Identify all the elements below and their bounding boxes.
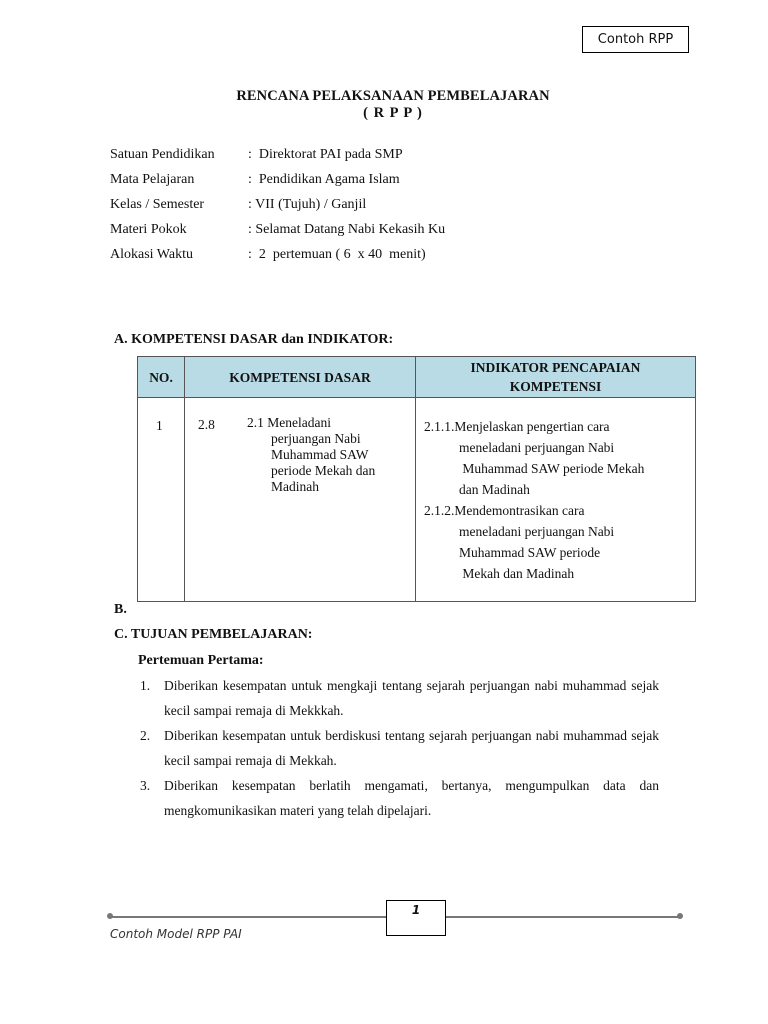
document-title: RENCANA PELAKSANAAN PEMBELAJARAN xyxy=(236,88,550,104)
kd-rest: perjuangan Nabi Muhammad SAW periode Mekah dan Madinah xyxy=(271,431,376,494)
document-subtitle: ( R P P ) xyxy=(363,105,423,121)
kd-first: 2.1 Meneladani xyxy=(247,415,331,430)
meta-value: : 2 pertemuan ( 6 x 40 menit) xyxy=(248,247,426,262)
meta-label: Mata Pelajaran xyxy=(110,172,195,187)
indicator-1-line: meneladani perjuangan Nabi xyxy=(459,440,615,455)
indicator-2-line: Mekah dan Madinah xyxy=(459,566,575,581)
competency-table xyxy=(137,356,696,602)
section-a-heading: A. KOMPETENSI DASAR dan INDIKATOR: xyxy=(114,332,394,347)
indicator-1-line: dan Madinah xyxy=(459,482,530,497)
header-kd: KOMPETENSI DASAR xyxy=(185,357,416,398)
meta-label: Alokasi Waktu xyxy=(110,247,193,262)
footer-caption: Contoh Model RPP PAI xyxy=(110,927,242,941)
meta-value: : Pendidikan Agama Islam xyxy=(248,172,400,187)
indicator-2-line: meneladani perjuangan Nabi xyxy=(459,524,615,539)
section-b-heading: B. xyxy=(114,602,127,617)
table-row xyxy=(138,398,696,602)
document-tag: Contoh RPP xyxy=(582,26,689,53)
meeting-subtitle: Pertemuan Pertama: xyxy=(138,653,264,668)
header-indicator: INDIKATOR PENCAPAIAN KOMPETENSI xyxy=(416,357,696,398)
indicator-1: 2.1.1.Menjelaskan pengertian cara xyxy=(424,419,610,434)
meta-label: Kelas / Semester xyxy=(110,197,205,212)
meta-label: Materi Pokok xyxy=(110,222,187,237)
meta-label: Satuan Pendidikan xyxy=(110,147,215,162)
indicator-2: 2.1.2.Mendemontrasikan cara xyxy=(424,503,585,518)
section-c-heading: C. TUJUAN PEMBELAJARAN: xyxy=(114,627,313,642)
footer-rule-dot xyxy=(107,913,113,919)
cell-indicators xyxy=(416,398,696,602)
meta-value: : Direktorat PAI pada SMP xyxy=(248,147,403,162)
meta-value: : Selamat Datang Nabi Kekasih Ku xyxy=(248,222,446,237)
meta-value: : VII (Tujuh) / Ganjil xyxy=(248,197,367,212)
cell-kd: 2.8 2.1 Meneladani perjuangan Nabi Muhammad SAW periode Mekah dan Madinah xyxy=(185,398,416,602)
page-number: 1 xyxy=(386,900,446,936)
cell-no: 1 xyxy=(138,398,185,602)
header-no: NO. xyxy=(138,357,185,398)
footer-rule-dot xyxy=(677,913,683,919)
indicator-2-line: Muhammad SAW periode xyxy=(459,545,601,560)
indicator-1-line: Muhammad SAW periode Mekah xyxy=(459,461,645,476)
